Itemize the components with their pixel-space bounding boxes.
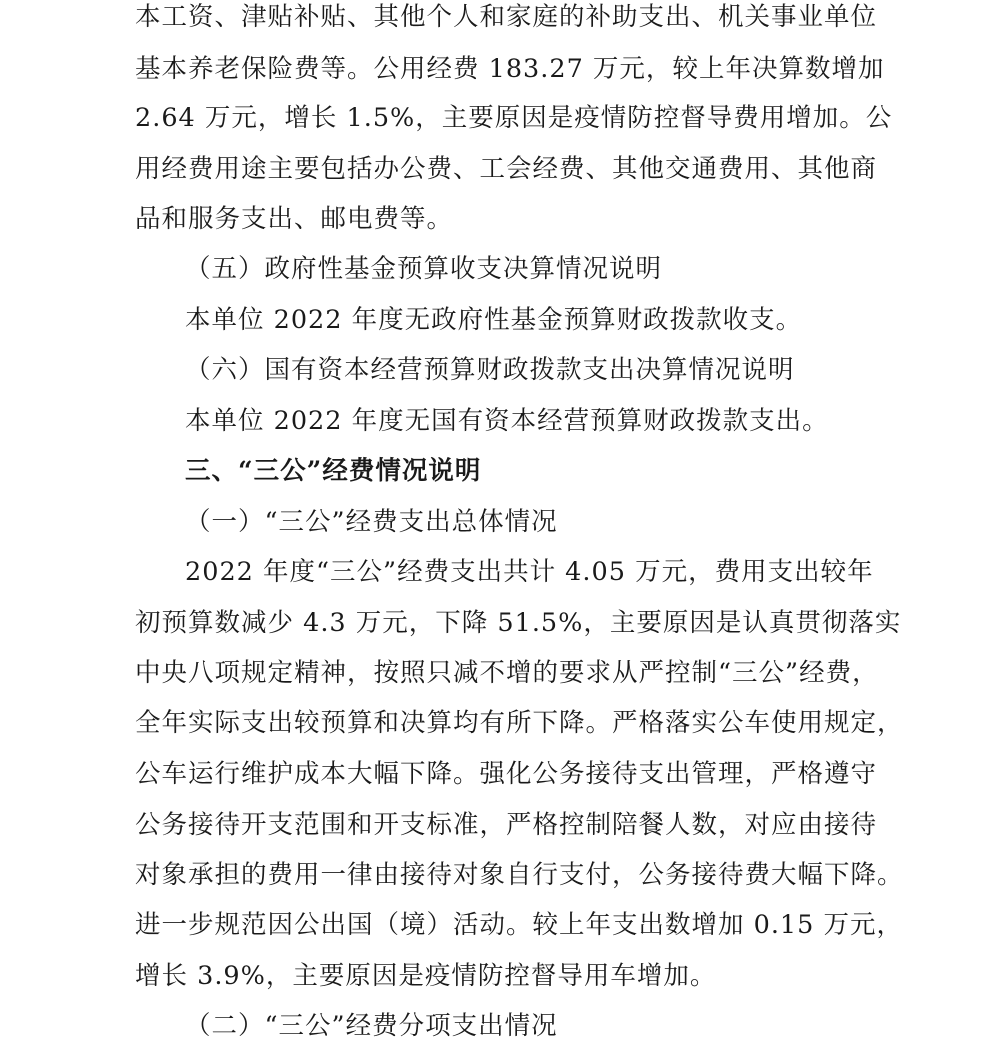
section-heading-2: （二）“三公”经费分项支出情况	[185, 1011, 558, 1041]
paragraph-line: 对象承担的费用一律由接待对象自行支付，公务接待费大幅下降。	[135, 860, 904, 890]
paragraph-line: 公车运行维护成本大幅下降。强化公务接待支出管理，严格遵守	[135, 759, 878, 789]
section-heading-6: （六）国有资本经营预算财政拨款支出决算情况说明	[185, 355, 795, 385]
paragraph-line: 用经费用途主要包括办公费、工会经费、其他交通费用、其他商	[135, 154, 878, 184]
chapter-heading-3: 三、“三公”经费情况说明	[185, 456, 482, 486]
paragraph-line: 中央八项规定精神，按照只减不增的要求从严控制“三公”经费，	[135, 658, 879, 688]
paragraph-line: 本单位 2022 年度无国有资本经营预算财政拨款支出。	[185, 406, 829, 436]
section-heading-1: （一）“三公”经费支出总体情况	[185, 507, 558, 537]
paragraph-line: 2.64 万元，增长 1.5%，主要原因是疫情防控督导费用增加。公	[135, 103, 893, 133]
paragraph-line: 基本养老保险费等。公用经费 183.27 万元，较上年决算数增加	[135, 54, 885, 84]
paragraph-line: 增长 3.9%，主要原因是疫情防控督导用车增加。	[135, 961, 717, 991]
paragraph-line: 品和服务支出、邮电费等。	[135, 204, 454, 234]
paragraph-line: 全年实际支出较预算和决算均有所下降。严格落实公车使用规定，	[135, 708, 904, 738]
section-heading-5: （五）政府性基金预算收支决算情况说明	[185, 254, 663, 284]
paragraph-line: 本工资、津贴补贴、其他个人和家庭的补助支出、机关事业单位	[135, 2, 878, 32]
paragraph-line: 初预算数减少 4.3 万元，下降 51.5%，主要原因是认真贯彻落实	[135, 608, 902, 638]
paragraph-line: 本单位 2022 年度无政府性基金预算财政拨款收支。	[185, 305, 803, 335]
paragraph-line: 公务接待开支范围和开支标准，严格控制陪餐人数，对应由接待	[135, 810, 878, 840]
paragraph-line: 2022 年度“三公”经费支出共计 4.05 万元，费用支出较年	[185, 557, 874, 587]
paragraph-line: 进一步规范因公出国（境）活动。较上年支出数增加 0.15 万元，	[135, 910, 903, 940]
